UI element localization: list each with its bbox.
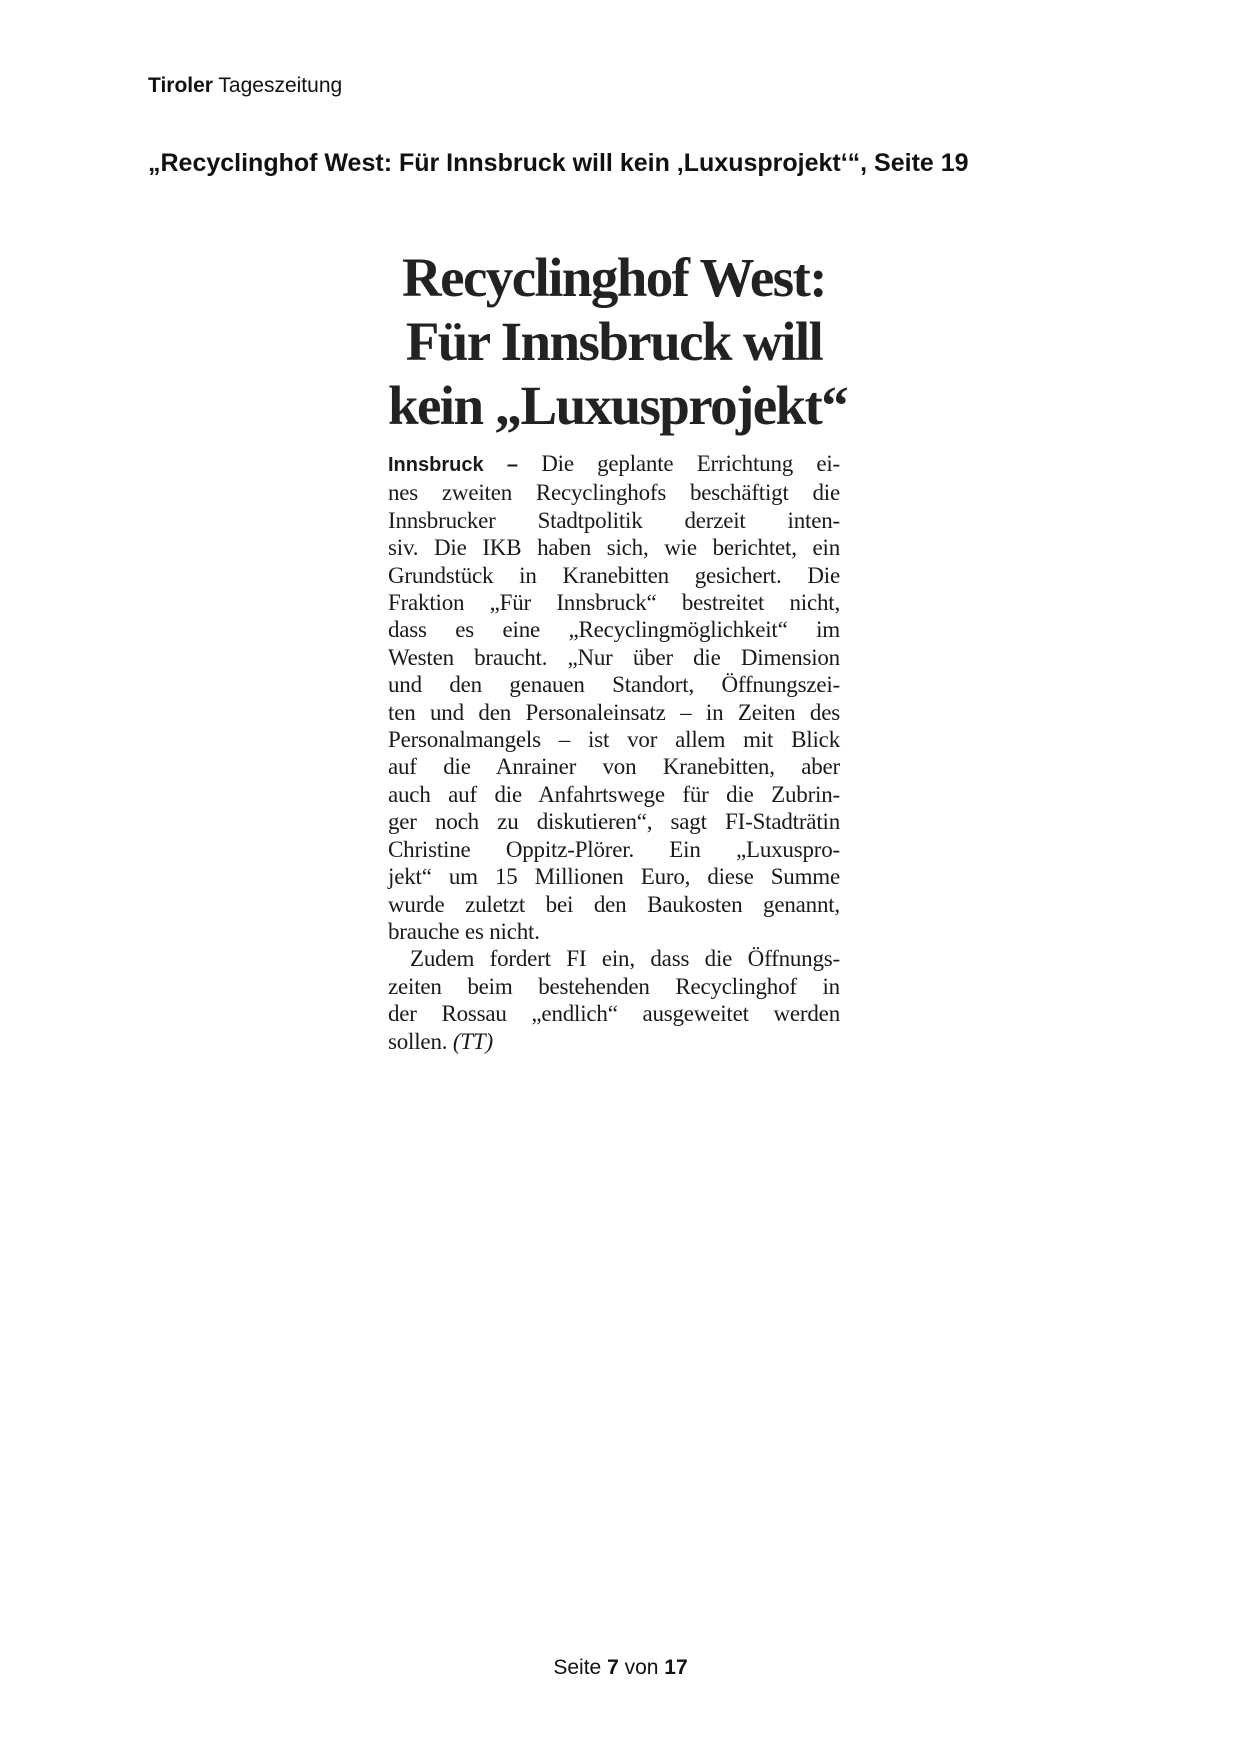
page-of-label: von	[618, 1656, 665, 1679]
body-line: Christine Oppitz-Plörer. Ein „Luxuspro-	[388, 836, 840, 862]
body-line: Innsbrucker Stadtpolitik derzeit inten-	[388, 507, 840, 533]
page-label: Seite	[553, 1656, 608, 1679]
body-line	[388, 1028, 840, 1055]
body-line: wurde zuletzt bei den Baukosten genannt,	[388, 891, 840, 917]
body-line: ten und den Personaleinsatz – in Zeiten des	[388, 699, 840, 725]
body-line: dass es eine „Recyclingmöglichkeit“ im	[388, 617, 840, 643]
total-page-count: 17	[664, 1656, 688, 1679]
body-line: und den genauen Standort, Öffnungszei-	[388, 672, 840, 698]
body-line	[388, 450, 840, 479]
headline-line: Für Innsbruck will	[405, 311, 823, 372]
body-line: siv. Die IKB haben sich, wie berichtet, ein	[388, 535, 840, 561]
publication-header	[148, 72, 342, 100]
body-line: Zudem fordert FI ein, dass die Öffnungs-	[410, 946, 840, 972]
article-reference: „Recyclinghof West: Für Innsbruck will kein ‚Luxusprojekt‘“, Seite 19	[148, 149, 969, 177]
body-line: jekt“ um 15 Millionen Euro, diese Summe	[388, 864, 840, 890]
article-clipping	[388, 246, 848, 1055]
dateline: Innsbruck	[388, 454, 484, 476]
article-body	[388, 450, 840, 1055]
body-line: brauche es nicht.	[388, 918, 540, 944]
body-line: ger noch zu diskutieren“, sagt FI-Stadträtin	[388, 809, 840, 835]
body-line: Westen braucht. „Nur über die Dimension	[388, 644, 840, 670]
body-line: zeiten beim bestehenden Recyclinghof in	[388, 973, 840, 999]
body-line: auch auf die Anfahrtswege für die Zubrin-	[388, 781, 840, 807]
article-headline	[388, 246, 848, 438]
body-line-text: Die geplante Errichtung ei-	[541, 451, 840, 476]
dateline-dash: –	[483, 454, 542, 476]
publication-name-bold: Tiroler	[148, 74, 213, 97]
body-line: Grundstück in Kranebitten gesichert. Die	[388, 562, 840, 588]
body-line: nes zweiten Recyclinghofs beschäftigt die	[388, 480, 840, 506]
page-footer	[0, 1656, 1241, 1680]
current-page-number: 7	[607, 1656, 619, 1679]
article-credit: (TT)	[452, 1028, 493, 1054]
body-line: Fraktion „Für Innsbruck“ bestreitet nicht,	[388, 590, 840, 616]
body-line: der Rossau „endlich“ ausgeweitet werden	[388, 1001, 840, 1027]
publication-name-rest: Tageszeitung	[212, 74, 343, 97]
body-line: Personalmangels – ist vor allem mit Blick	[388, 727, 840, 753]
body-line: auf die Anrainer von Kranebitten, aber	[388, 754, 840, 780]
headline-line: kein „Luxusprojekt“	[388, 375, 848, 436]
body-line-text: sollen.	[388, 1028, 453, 1054]
headline-line: Recyclinghof West:	[402, 247, 826, 308]
